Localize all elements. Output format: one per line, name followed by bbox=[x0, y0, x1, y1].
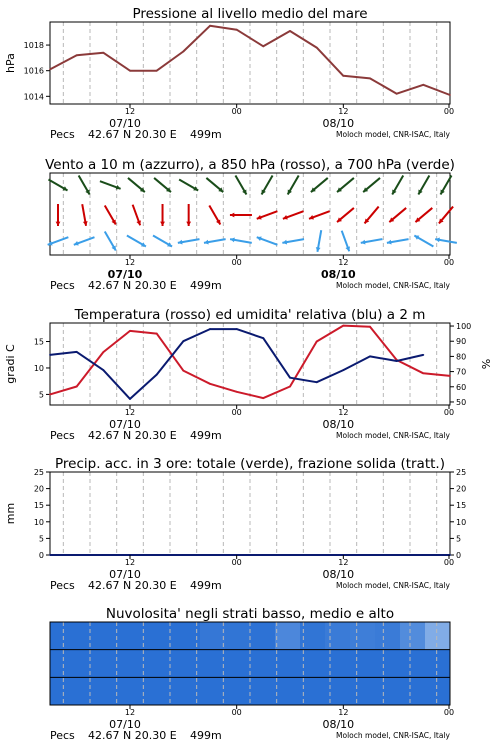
x-tick-label: 00 bbox=[443, 107, 455, 116]
series-point bbox=[76, 351, 78, 353]
cloud-cell bbox=[125, 650, 151, 678]
cloud-cell bbox=[250, 677, 276, 705]
series-point bbox=[396, 360, 398, 362]
cloud-cell bbox=[400, 677, 426, 705]
wind-arrow bbox=[82, 204, 87, 226]
location-name: Pecs bbox=[50, 128, 75, 141]
series-point bbox=[156, 333, 158, 335]
wind-arrow bbox=[206, 178, 223, 192]
y-tick-label: 5 bbox=[38, 390, 44, 400]
series-point bbox=[129, 330, 131, 332]
wind-arrow bbox=[282, 239, 304, 244]
series-point bbox=[396, 93, 398, 95]
series-point bbox=[422, 84, 424, 86]
wind-arrow bbox=[361, 239, 383, 244]
series-point bbox=[369, 356, 371, 358]
series-point bbox=[262, 397, 264, 399]
x-tick-label: 00 bbox=[443, 708, 455, 717]
wind-head bbox=[230, 213, 234, 218]
wind-arrow bbox=[414, 236, 433, 247]
series-point bbox=[342, 369, 344, 371]
y-tick-label: 15 bbox=[33, 501, 44, 511]
location-label bbox=[50, 579, 222, 592]
wind-arrow bbox=[48, 237, 69, 245]
x-tick-label: 12 bbox=[124, 408, 136, 417]
x-tick-label: 00 bbox=[231, 258, 242, 267]
y2-tick-label: 70 bbox=[456, 367, 467, 377]
y2-tick-label: 100 bbox=[456, 322, 472, 332]
y-axis-label: mm bbox=[4, 502, 17, 525]
series-point bbox=[209, 25, 211, 27]
cloud-cell bbox=[275, 650, 301, 678]
cloud-cell bbox=[425, 622, 451, 650]
cloud-cell bbox=[225, 622, 251, 650]
wind-arrow bbox=[365, 207, 379, 224]
y-tick-label: 15 bbox=[33, 337, 44, 347]
x-tick-label: 12 bbox=[124, 708, 136, 717]
x-tick-label: 12 bbox=[338, 107, 349, 116]
series-point bbox=[422, 354, 424, 356]
series-point bbox=[209, 554, 211, 556]
location-name: Pecs bbox=[50, 279, 75, 292]
chart-title: Vento a 10 m (azzurro), a 850 hPa (rosso), a 700 hPa (verde) bbox=[45, 157, 455, 173]
chart-title: Temperatura (rosso) ed umidita' relativa (blu) a 2 m bbox=[74, 307, 426, 323]
cloud-cell bbox=[150, 677, 176, 705]
cloud-cell bbox=[325, 650, 351, 678]
cloud-cell bbox=[200, 677, 226, 705]
wind-arrow bbox=[309, 211, 330, 219]
series-point bbox=[316, 381, 318, 383]
cloud-cell bbox=[75, 650, 101, 678]
cloud-cell bbox=[225, 650, 251, 678]
model-credit: Moloch model, CNR-ISAC, Italy bbox=[336, 130, 450, 139]
cloud-cell bbox=[75, 677, 101, 705]
model-credit: Moloch model, CNR-ISAC, Italy bbox=[336, 281, 450, 290]
series-point bbox=[156, 554, 158, 556]
cloud-cell bbox=[325, 622, 351, 650]
cloud-cell bbox=[125, 677, 151, 705]
series-point bbox=[182, 51, 184, 53]
wind-arrow bbox=[257, 236, 278, 244]
y-tick-label: 1014 bbox=[23, 92, 44, 102]
wind-arrow bbox=[363, 178, 380, 192]
y2-tick-label: 60 bbox=[456, 382, 467, 392]
cloud-cell bbox=[50, 622, 76, 650]
x-tick-label: 12 bbox=[338, 258, 349, 267]
cloud-cell bbox=[425, 650, 451, 678]
location-coords: 42.67 N 20.30 E bbox=[88, 579, 177, 592]
date-label: 08/10 bbox=[322, 117, 355, 130]
y-tick-label: 15 bbox=[456, 501, 467, 511]
series-point bbox=[102, 351, 104, 353]
wind-arrow bbox=[288, 175, 299, 194]
series-point bbox=[316, 47, 318, 49]
y2-tick-label: 90 bbox=[456, 337, 467, 347]
x-tick-label: 12 bbox=[124, 558, 136, 567]
y-tick-label: 10 bbox=[33, 517, 44, 527]
wind-arrow bbox=[105, 205, 116, 224]
series-point bbox=[236, 328, 238, 330]
cloud-cell bbox=[50, 677, 76, 705]
x-tick-label: 00 bbox=[443, 258, 455, 267]
wind-arrow bbox=[204, 239, 226, 244]
wind-arrow bbox=[435, 237, 457, 242]
series-point bbox=[76, 386, 78, 388]
date-label: 07/10 bbox=[109, 718, 141, 731]
x-tick-label: 00 bbox=[231, 708, 242, 717]
series-point bbox=[236, 391, 238, 393]
y2-tick-label: 80 bbox=[456, 352, 467, 362]
wind-arrow bbox=[389, 208, 406, 222]
x-tick-label: 12 bbox=[124, 107, 136, 116]
model-credit: Moloch model, CNR-ISAC, Italy bbox=[336, 431, 450, 440]
wind-arrow bbox=[209, 205, 220, 224]
series-point bbox=[102, 52, 104, 54]
cloud-cell bbox=[50, 650, 76, 678]
cloud-cell bbox=[375, 650, 401, 678]
wind-arrow bbox=[337, 208, 354, 222]
location-elevation: 499m bbox=[190, 429, 222, 442]
cloud-cell bbox=[200, 622, 226, 650]
wind-head bbox=[186, 222, 191, 226]
location-elevation: 499m bbox=[190, 579, 222, 592]
cloud-cell bbox=[375, 622, 401, 650]
series-point bbox=[49, 554, 51, 556]
series-point bbox=[156, 70, 158, 72]
cloud-cell bbox=[400, 650, 426, 678]
series-point bbox=[262, 45, 264, 47]
y-tick-label: 10 bbox=[456, 517, 467, 527]
wind-arrow bbox=[179, 180, 198, 191]
wind-arrow bbox=[415, 208, 432, 222]
location-coords: 42.67 N 20.30 E bbox=[88, 128, 177, 141]
series-point bbox=[49, 69, 51, 71]
y2-tick-label: 50 bbox=[456, 397, 467, 407]
series-point bbox=[316, 341, 318, 343]
x-tick-label: 00 bbox=[231, 107, 242, 116]
panel-4 bbox=[50, 606, 454, 742]
series-point bbox=[422, 554, 424, 556]
series-line-1 bbox=[50, 329, 423, 399]
location-elevation: 499m bbox=[190, 128, 222, 141]
cloud-cell bbox=[350, 622, 376, 650]
wind-arrow bbox=[257, 211, 278, 219]
wind-arrow bbox=[74, 237, 95, 245]
wind-arrow bbox=[153, 236, 172, 247]
wind-arrow bbox=[311, 178, 328, 192]
x-tick-label: 00 bbox=[443, 408, 455, 417]
panel-1 bbox=[45, 157, 457, 292]
y-tick-label: 5 bbox=[456, 534, 462, 544]
wind-arrow bbox=[230, 237, 252, 242]
series-point bbox=[369, 77, 371, 79]
location-name: Pecs bbox=[50, 579, 75, 592]
series-point bbox=[422, 372, 424, 374]
location-elevation: 499m bbox=[190, 279, 222, 292]
x-tick-label: 00 bbox=[231, 558, 242, 567]
date-label: 08/10 bbox=[322, 418, 355, 431]
location-label bbox=[50, 279, 222, 292]
series-point bbox=[182, 554, 184, 556]
wind-arrow bbox=[100, 181, 121, 189]
y-axis-label: hPa bbox=[4, 53, 17, 73]
chart-title: Precip. acc. in 3 ore: totale (verde), frazione solida (tratt.) bbox=[55, 456, 445, 472]
series-point bbox=[76, 54, 78, 56]
wind-arrow bbox=[154, 178, 171, 192]
cloud-cell bbox=[225, 677, 251, 705]
cloud-cell bbox=[350, 650, 376, 678]
cloud-cell bbox=[400, 622, 426, 650]
chart-title: Nuvolosita' negli strati basso, medio e alto bbox=[105, 606, 395, 622]
cloud-cell bbox=[125, 622, 151, 650]
location-name: Pecs bbox=[50, 729, 75, 742]
wind-arrow bbox=[186, 204, 191, 226]
model-credit: Moloch model, CNR-ISAC, Italy bbox=[336, 581, 450, 590]
y-tick-label: 5 bbox=[38, 534, 44, 544]
plot-frame bbox=[50, 323, 450, 405]
wind-arrow bbox=[316, 230, 321, 252]
series-point bbox=[49, 394, 51, 396]
cloud-cell bbox=[275, 677, 301, 705]
location-coords: 42.67 N 20.30 E bbox=[88, 279, 177, 292]
wind-arrow bbox=[337, 178, 354, 192]
series-point bbox=[49, 354, 51, 356]
wind-arrow bbox=[418, 175, 429, 194]
panel-0 bbox=[4, 6, 454, 141]
location-name: Pecs bbox=[50, 429, 75, 442]
wind-arrow bbox=[235, 175, 246, 194]
x-tick-label: 12 bbox=[338, 708, 349, 717]
series-point bbox=[182, 370, 184, 372]
cloud-cell bbox=[275, 622, 301, 650]
location-label bbox=[50, 429, 222, 442]
wind-arrow bbox=[387, 239, 409, 244]
y-tick-label: 0 bbox=[456, 551, 462, 560]
series-point bbox=[129, 70, 131, 72]
y-axis-label: % bbox=[480, 358, 493, 370]
cloud-cell bbox=[375, 677, 401, 705]
y-tick-label: 10 bbox=[33, 363, 44, 373]
chart-title: Pressione al livello medio del mare bbox=[132, 6, 368, 22]
location-label bbox=[50, 128, 222, 141]
wind-arrow bbox=[160, 204, 165, 226]
x-tick-label: 12 bbox=[338, 558, 349, 567]
wind-arrow bbox=[439, 207, 453, 224]
date-label: 08/10 bbox=[322, 568, 355, 581]
series-point bbox=[289, 386, 291, 388]
series-point bbox=[369, 554, 371, 556]
x-tick-label: 12 bbox=[124, 258, 136, 267]
series-point bbox=[102, 369, 104, 371]
cloud-cell bbox=[425, 677, 451, 705]
series-point bbox=[102, 554, 104, 556]
y-tick-label: 0 bbox=[38, 551, 44, 560]
wind-arrow bbox=[56, 204, 61, 226]
series-point bbox=[316, 554, 318, 556]
wind-arrow bbox=[79, 175, 90, 194]
date-label: 07/10 bbox=[109, 418, 141, 431]
location-label bbox=[50, 729, 222, 742]
wind-arrow bbox=[230, 213, 252, 218]
wind-head bbox=[160, 222, 165, 226]
wind-arrow bbox=[392, 175, 403, 194]
date-label: 08/10 bbox=[321, 268, 356, 281]
model-credit: Moloch model, CNR-ISAC, Italy bbox=[336, 731, 450, 740]
cloud-cell bbox=[150, 650, 176, 678]
x-tick-label: 00 bbox=[231, 408, 242, 417]
cloud-cell bbox=[100, 622, 126, 650]
panel-3 bbox=[4, 456, 466, 592]
y-tick-label: 1016 bbox=[23, 66, 44, 76]
y-tick-label: 20 bbox=[33, 484, 44, 494]
wind-arrow bbox=[48, 180, 67, 191]
wind-arrow bbox=[283, 211, 304, 219]
series-point bbox=[156, 374, 158, 376]
series-point bbox=[76, 554, 78, 556]
wind-arrow bbox=[128, 178, 145, 192]
series-point bbox=[262, 554, 264, 556]
series-point bbox=[289, 554, 291, 556]
series-point bbox=[449, 375, 451, 377]
plot-frame bbox=[50, 22, 450, 104]
cloud-cell bbox=[325, 677, 351, 705]
series-point bbox=[396, 554, 398, 556]
date-label: 07/10 bbox=[109, 568, 141, 581]
cloud-cell bbox=[75, 622, 101, 650]
cloud-cell bbox=[200, 650, 226, 678]
y-tick-label: 1018 bbox=[23, 41, 44, 51]
location-elevation: 499m bbox=[190, 729, 222, 742]
series-point bbox=[289, 30, 291, 32]
y-tick-label: 25 bbox=[456, 468, 467, 477]
wind-arrow bbox=[262, 175, 273, 194]
wind-head bbox=[56, 222, 61, 226]
wind-arrow bbox=[105, 231, 116, 250]
series-point bbox=[449, 94, 451, 96]
date-label: 08/10 bbox=[322, 718, 355, 731]
series-point bbox=[209, 383, 211, 385]
y-axis-label: gradi C bbox=[4, 344, 17, 384]
series-point bbox=[236, 29, 238, 31]
series-point bbox=[182, 340, 184, 342]
series-point bbox=[129, 398, 131, 400]
location-coords: 42.67 N 20.30 E bbox=[88, 729, 177, 742]
series-point bbox=[289, 377, 291, 379]
y-tick-label: 25 bbox=[33, 468, 44, 477]
series-point bbox=[262, 337, 264, 339]
x-tick-label: 12 bbox=[338, 408, 349, 417]
series-point bbox=[369, 326, 371, 328]
panel-2 bbox=[4, 307, 493, 442]
cloud-cell bbox=[250, 650, 276, 678]
cloud-cell bbox=[250, 622, 276, 650]
wind-arrow bbox=[133, 205, 141, 226]
cloud-cell bbox=[350, 677, 376, 705]
series-point bbox=[342, 325, 344, 327]
x-tick-label: 00 bbox=[443, 558, 455, 567]
wind-arrow bbox=[342, 231, 350, 252]
location-coords: 42.67 N 20.30 E bbox=[88, 429, 177, 442]
y-tick-label: 20 bbox=[456, 484, 467, 494]
series-point bbox=[209, 328, 211, 330]
cloud-cell bbox=[100, 677, 126, 705]
date-label: 07/10 bbox=[107, 268, 143, 281]
date-label: 07/10 bbox=[109, 117, 141, 130]
series-point bbox=[342, 75, 344, 77]
cloud-cell bbox=[150, 622, 176, 650]
cloud-cell bbox=[100, 650, 126, 678]
